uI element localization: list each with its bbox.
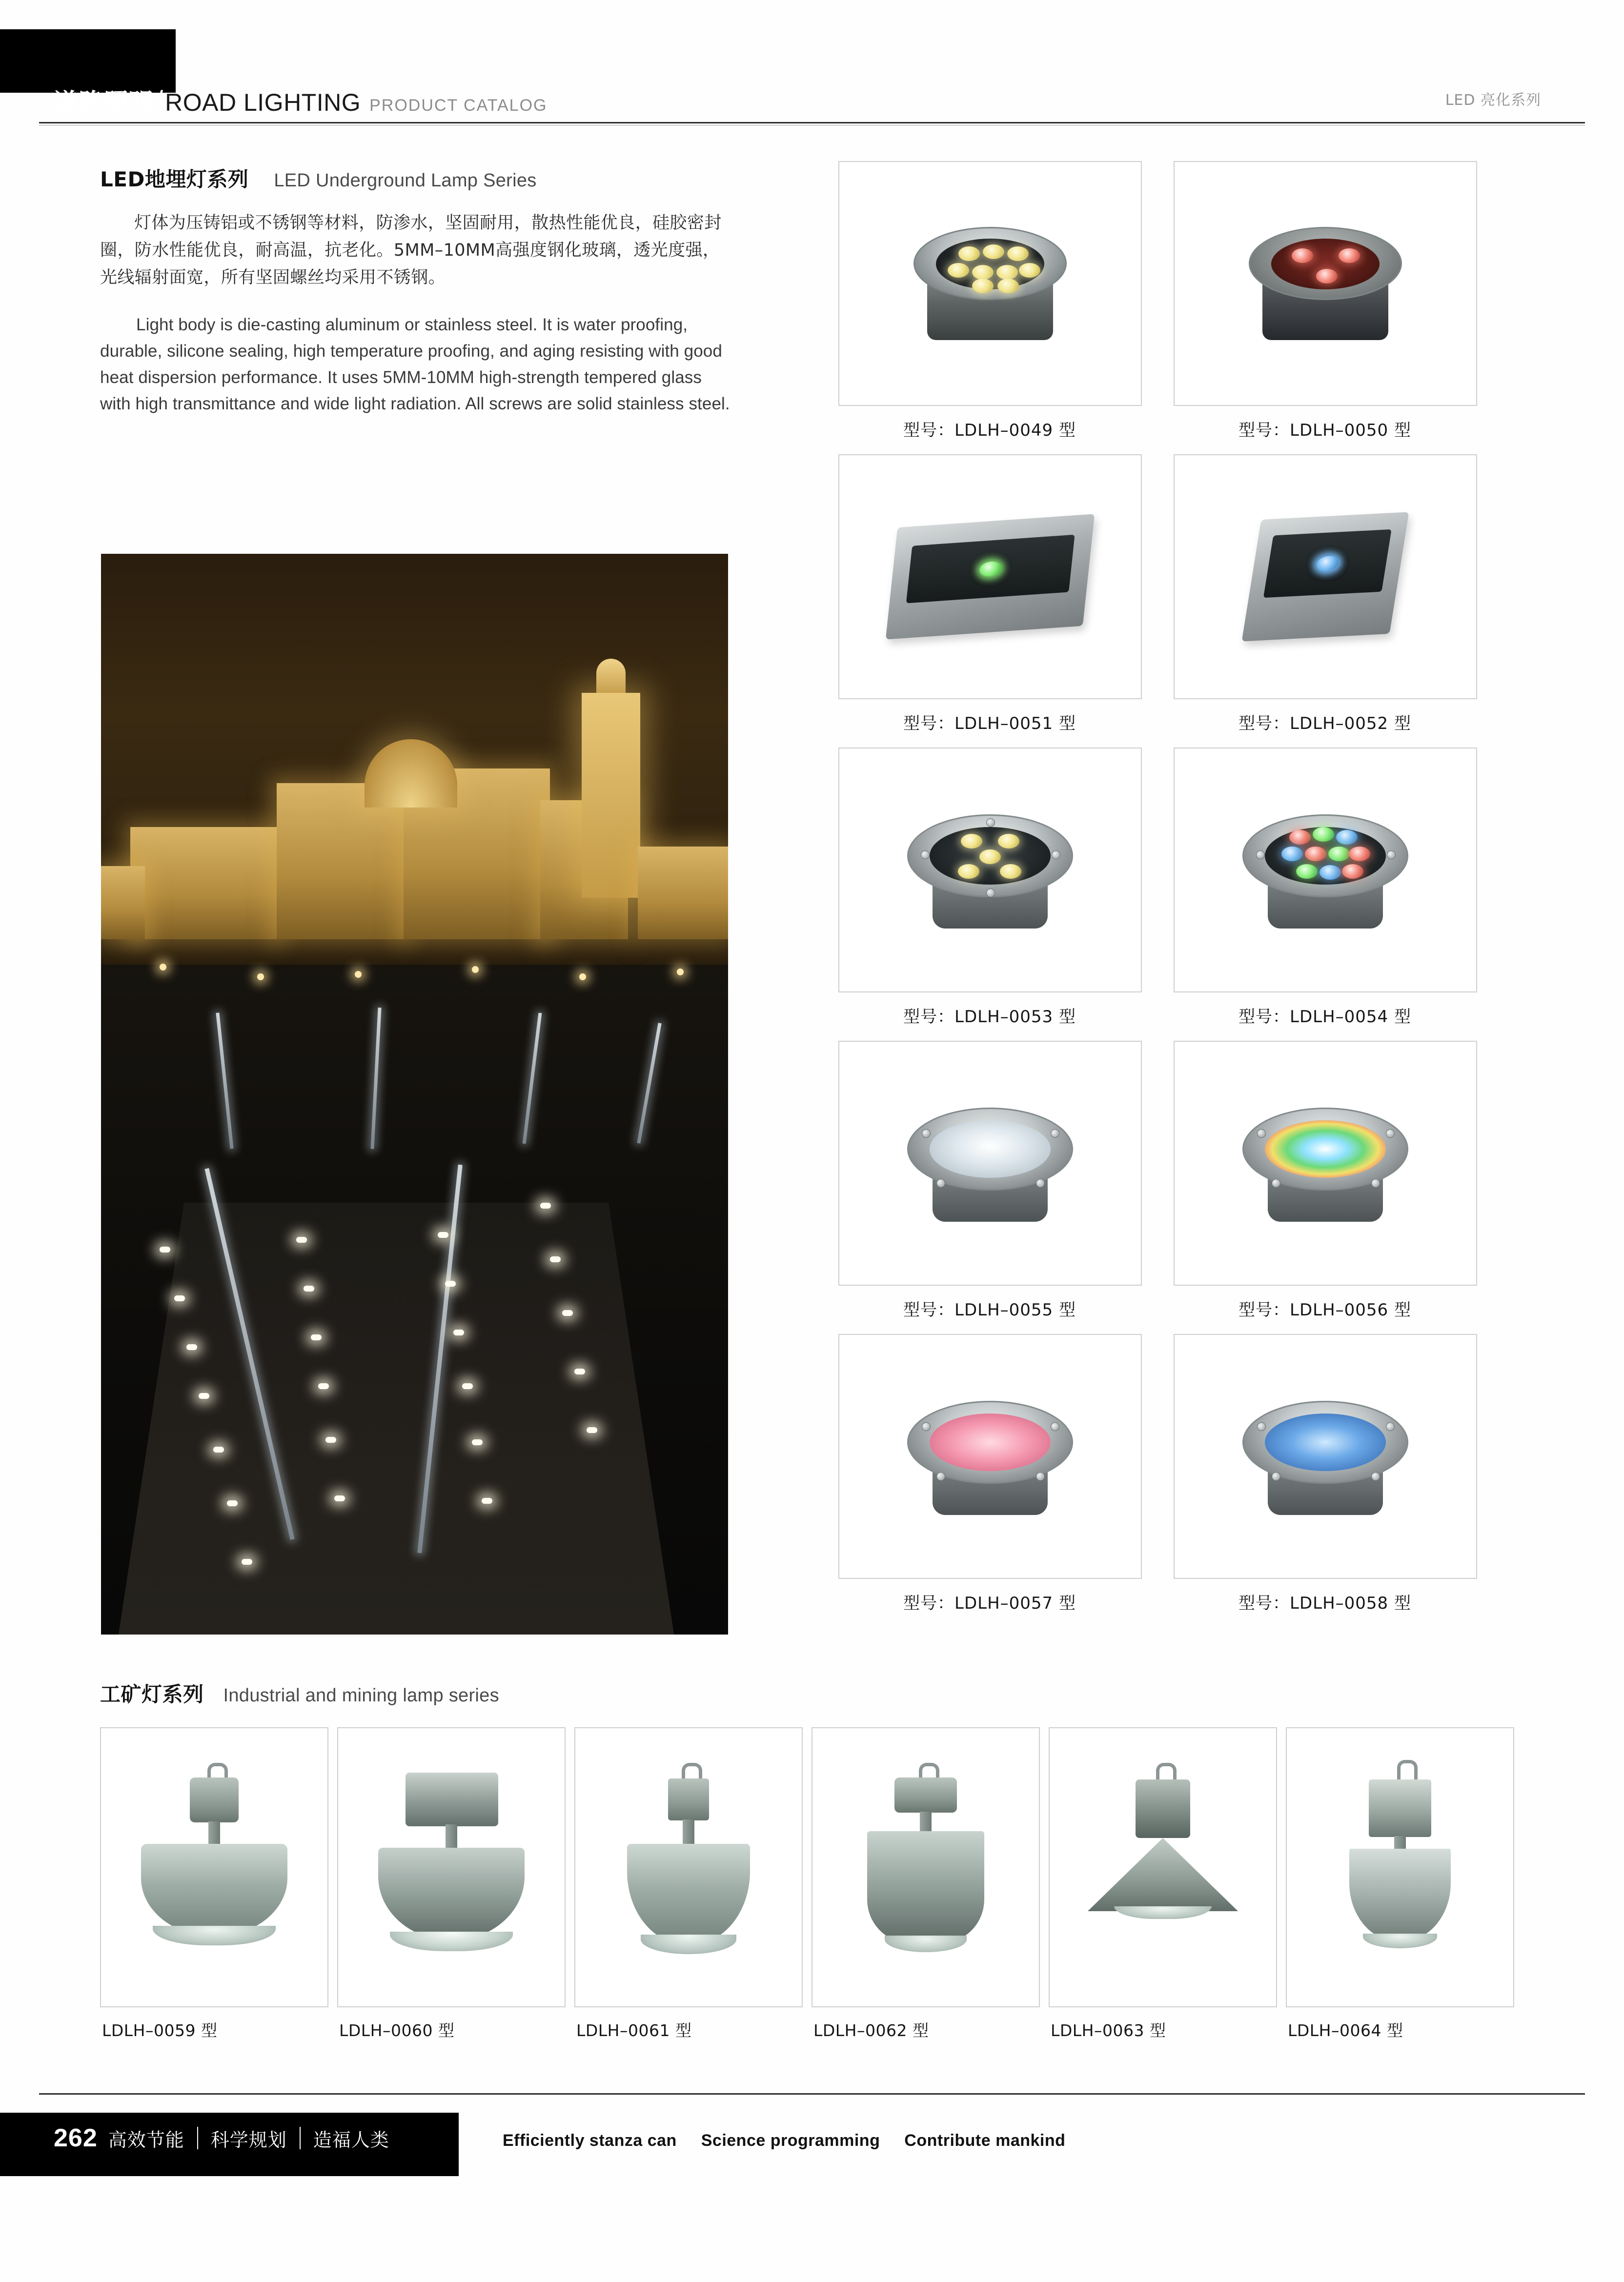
lamp-glass bbox=[930, 1120, 1051, 1178]
product-caption: LDLH–0061 型 bbox=[576, 2021, 692, 2040]
rect-lamp-art bbox=[886, 514, 1095, 639]
product-cell[interactable] bbox=[1174, 454, 1476, 747]
screw bbox=[1257, 1422, 1266, 1431]
screw bbox=[1036, 1179, 1045, 1188]
product-cell[interactable] bbox=[838, 161, 1141, 454]
product-image-ldlh-0058 bbox=[1174, 1334, 1477, 1579]
product-caption: 型号：LDLH–0054 型 bbox=[1238, 1007, 1411, 1027]
lamp-lens bbox=[1363, 1934, 1437, 1948]
product-cell[interactable] bbox=[838, 1041, 1141, 1334]
footer-divider bbox=[197, 2127, 198, 2149]
led-dot bbox=[983, 244, 1004, 259]
lamp-glass bbox=[1263, 529, 1392, 598]
industrial-lamp-grid bbox=[100, 1727, 1530, 2041]
lamp-gear-box bbox=[1136, 1779, 1190, 1838]
product-image-ldlh-0059 bbox=[100, 1727, 328, 2007]
led-dot bbox=[1289, 830, 1311, 845]
section-title-cn: LED地埋灯系列 bbox=[100, 167, 249, 191]
screw bbox=[1386, 1422, 1395, 1431]
photo-street-light bbox=[257, 973, 264, 980]
photo-step-light bbox=[213, 1447, 224, 1453]
disc-lamp-art bbox=[1242, 1388, 1408, 1525]
led-dot bbox=[1281, 847, 1303, 861]
lamp-stem bbox=[1394, 1836, 1406, 1849]
photo-step-light bbox=[462, 1383, 473, 1389]
photo-step-light bbox=[318, 1383, 329, 1389]
lamp-lens bbox=[390, 1932, 513, 1951]
photo-step-light bbox=[311, 1334, 322, 1340]
led-dot bbox=[961, 834, 982, 848]
photo-step-light bbox=[453, 1330, 464, 1335]
photo-step-light bbox=[242, 1559, 252, 1565]
industrial-section-title bbox=[100, 1678, 499, 1708]
footer-slogan-cn-2: 科学规划 bbox=[210, 2129, 287, 2151]
led-dot bbox=[979, 849, 1001, 864]
lamp-shade bbox=[1349, 1849, 1451, 1941]
industrial-product-cell[interactable] bbox=[812, 1727, 1039, 2041]
led-dot bbox=[1342, 864, 1363, 879]
lamp-lens bbox=[153, 1926, 276, 1945]
screw bbox=[1386, 1129, 1395, 1138]
photo-step-light bbox=[160, 1247, 170, 1252]
screw bbox=[1036, 1472, 1045, 1481]
led-dot bbox=[997, 279, 1019, 293]
photo-step-light bbox=[574, 1369, 585, 1374]
lamp-glass bbox=[1265, 1120, 1386, 1178]
led-dot bbox=[1349, 847, 1370, 861]
photo-step-light bbox=[334, 1495, 345, 1501]
product-cell[interactable] bbox=[1174, 747, 1476, 1041]
photo-street-light bbox=[472, 966, 479, 973]
lamp-stem bbox=[683, 1819, 694, 1846]
photo-step-light bbox=[186, 1344, 197, 1350]
screw bbox=[921, 850, 930, 859]
description-paragraph-en: Light body is die-casting aluminum or stainless steel. It is water proofing, durable, silicone sealing, high temperature proofing, and aging resisting with good heat dispersion performance. It uses 5MM-10MM high-strength tempered glass with high transmittance and wide light radiation. All screws are solid stainless steel. bbox=[100, 315, 730, 413]
lamp-gear-box bbox=[406, 1773, 498, 1826]
lamp-shade bbox=[867, 1831, 984, 1943]
product-image-ldlh-0054 bbox=[1174, 747, 1477, 992]
led-dot bbox=[972, 279, 994, 293]
product-caption: 型号：LDLH–0055 型 bbox=[903, 1300, 1076, 1320]
product-cell[interactable] bbox=[1174, 1334, 1476, 1627]
product-caption: 型号：LDLH–0057 型 bbox=[903, 1594, 1076, 1613]
lamp-gear-box bbox=[668, 1778, 709, 1820]
highbay-lamp-art bbox=[1322, 1760, 1478, 1975]
screw bbox=[1371, 1472, 1380, 1481]
product-row bbox=[838, 161, 1478, 454]
header-rule-thick bbox=[39, 122, 1585, 123]
product-image-ldlh-0050 bbox=[1174, 161, 1477, 406]
screw bbox=[1051, 1422, 1059, 1431]
product-caption: 型号：LDLH–0049 型 bbox=[903, 421, 1076, 440]
product-caption: 型号：LDLH–0052 型 bbox=[1238, 714, 1411, 733]
screw bbox=[1371, 1179, 1380, 1188]
lamp-glass bbox=[930, 1414, 1051, 1471]
photo-step-light bbox=[227, 1500, 238, 1506]
photo-step-light bbox=[304, 1286, 314, 1292]
screw bbox=[936, 1472, 945, 1481]
led-dot bbox=[979, 561, 1002, 577]
product-cell[interactable] bbox=[838, 747, 1141, 1041]
product-caption: LDLH–0064 型 bbox=[1288, 2021, 1403, 2040]
footer-slogan-en-group bbox=[503, 2131, 1085, 2150]
application-photo-night-stairs bbox=[101, 554, 728, 1635]
screw bbox=[1052, 850, 1060, 859]
photo-step-light bbox=[472, 1439, 483, 1445]
product-image-ldlh-0055 bbox=[838, 1041, 1142, 1286]
product-caption: 型号：LDLH–0056 型 bbox=[1238, 1300, 1411, 1320]
product-image-ldlh-0064 bbox=[1286, 1727, 1514, 2007]
product-row bbox=[838, 1334, 1478, 1627]
industrial-product-cell[interactable] bbox=[1286, 1727, 1513, 2041]
footer-slogan-cn-3: 造福人类 bbox=[313, 2129, 389, 2151]
photo-street-light bbox=[579, 973, 586, 980]
underground-lamp-art bbox=[910, 210, 1071, 357]
screw bbox=[1257, 1129, 1266, 1138]
product-caption: 型号：LDLH–0058 型 bbox=[1238, 1594, 1411, 1613]
lamp-gear-box bbox=[190, 1777, 239, 1822]
square-lamp-art bbox=[1242, 512, 1409, 641]
disc-lamp-art bbox=[907, 802, 1073, 938]
photo-step-light bbox=[325, 1437, 336, 1443]
photo-step-light bbox=[562, 1310, 573, 1316]
lamp-lens bbox=[1114, 1906, 1212, 1919]
photo-staircase bbox=[103, 1203, 690, 1635]
left-text-column bbox=[100, 163, 739, 434]
disc-lamp-art bbox=[1242, 802, 1408, 938]
footer-slogan-cn-1: 高效节能 bbox=[108, 2129, 184, 2151]
photo-step-light bbox=[482, 1498, 492, 1504]
header-subtitle-en: PRODUCT CATALOG bbox=[369, 96, 548, 115]
led-dot bbox=[998, 834, 1019, 848]
product-row bbox=[838, 454, 1478, 747]
industrial-title-cn: 工矿灯系列 bbox=[100, 1682, 204, 1706]
product-image-ldlh-0053 bbox=[838, 747, 1142, 992]
header-title-en: ROAD LIGHTING bbox=[165, 89, 361, 116]
product-cell[interactable] bbox=[838, 1334, 1141, 1627]
led-dot bbox=[1313, 827, 1334, 842]
photo-street-light bbox=[355, 971, 362, 978]
section-title bbox=[100, 163, 739, 193]
led-dot bbox=[948, 263, 969, 278]
product-caption: 型号：LDLH–0051 型 bbox=[903, 714, 1076, 733]
highbay-lamp-art bbox=[373, 1760, 529, 1975]
underground-lamp-art bbox=[1245, 210, 1406, 357]
led-dot bbox=[1336, 830, 1358, 845]
disc-lamp-art bbox=[1242, 1095, 1408, 1232]
screw bbox=[1272, 1472, 1280, 1481]
led-dot bbox=[1316, 269, 1338, 283]
disc-lamp-art bbox=[907, 1388, 1073, 1525]
photo-step-light bbox=[438, 1232, 448, 1238]
industrial-product-cell[interactable] bbox=[100, 1727, 327, 2041]
led-dot bbox=[958, 864, 979, 879]
photo-building bbox=[101, 866, 145, 939]
lamp-stem bbox=[446, 1824, 457, 1851]
header-title-cn: 道路照明 bbox=[54, 88, 153, 117]
industrial-title-en: Industrial and mining lamp series bbox=[223, 1685, 499, 1706]
product-image-ldlh-0049 bbox=[838, 161, 1142, 406]
led-dot bbox=[972, 265, 994, 280]
photo-step-light bbox=[540, 1203, 551, 1209]
lamp-glass bbox=[1265, 1414, 1386, 1471]
led-dot bbox=[996, 265, 1018, 280]
footer-slogan-en-2: Science programming bbox=[701, 2131, 880, 2150]
product-caption: 型号：LDLH–0050 型 bbox=[1238, 421, 1411, 440]
disc-lamp-art bbox=[907, 1095, 1073, 1232]
header-title-group bbox=[54, 83, 547, 118]
product-image-ldlh-0057 bbox=[838, 1334, 1142, 1579]
photo-building bbox=[638, 847, 728, 939]
photo-step-light bbox=[587, 1427, 597, 1433]
underground-lamp-grid bbox=[838, 161, 1478, 1627]
industrial-product-cell[interactable] bbox=[337, 1727, 565, 2041]
product-image-ldlh-0060 bbox=[337, 1727, 566, 2007]
product-image-ldlh-0052 bbox=[1174, 454, 1477, 699]
product-cell[interactable] bbox=[1174, 1041, 1476, 1334]
lamp-shade bbox=[1088, 1838, 1238, 1911]
photo-step-light bbox=[174, 1295, 185, 1301]
lamp-shade bbox=[378, 1848, 525, 1940]
footer-slogan-en-3: Contribute mankind bbox=[904, 2131, 1066, 2150]
product-image-ldlh-0056 bbox=[1174, 1041, 1477, 1286]
photo-step-light bbox=[296, 1237, 307, 1243]
led-dot bbox=[1320, 865, 1341, 880]
screw bbox=[986, 889, 995, 897]
lamp-shade bbox=[627, 1844, 750, 1944]
product-cell[interactable] bbox=[838, 454, 1141, 747]
product-row bbox=[838, 747, 1478, 1041]
screw bbox=[1387, 850, 1396, 859]
photo-step-light bbox=[199, 1393, 209, 1399]
footer-rule bbox=[39, 2093, 1585, 2095]
footer-slogan-en-1: Efficiently stanza can bbox=[503, 2131, 677, 2150]
led-dot bbox=[1007, 246, 1029, 261]
product-image-ldlh-0063 bbox=[1049, 1727, 1277, 2007]
led-dot bbox=[1019, 263, 1040, 278]
product-cell[interactable] bbox=[1174, 161, 1476, 454]
led-dot bbox=[958, 246, 980, 261]
led-dot bbox=[1296, 864, 1318, 879]
footer-left-group bbox=[54, 2123, 389, 2153]
page-number: 262 bbox=[54, 2124, 98, 2152]
section-title-en: LED Underground Lamp Series bbox=[274, 170, 537, 191]
screw bbox=[922, 1422, 931, 1431]
industrial-product-cell[interactable] bbox=[1049, 1727, 1276, 2041]
photo-clock-tower bbox=[582, 693, 640, 898]
lamp-hook bbox=[1397, 1760, 1418, 1780]
led-dot bbox=[1339, 248, 1360, 263]
highbay-lamp-art bbox=[848, 1760, 1004, 1975]
lamp-gear-box bbox=[1369, 1779, 1431, 1837]
led-dot bbox=[1000, 864, 1021, 879]
highbay-lamp-art bbox=[136, 1760, 292, 1975]
highbay-lamp-art bbox=[1085, 1760, 1241, 1975]
lamp-lens bbox=[885, 1936, 967, 1952]
photo-street-light bbox=[677, 969, 684, 975]
product-caption: LDLH–0059 型 bbox=[102, 2021, 218, 2040]
footer-divider bbox=[300, 2127, 301, 2149]
highbay-lamp-art bbox=[610, 1760, 767, 1975]
led-dot bbox=[1316, 556, 1340, 571]
product-caption: 型号：LDLH–0053 型 bbox=[903, 1007, 1076, 1027]
header-series-label: LED 亮化系列 bbox=[1445, 92, 1541, 109]
product-caption: LDLH–0060 型 bbox=[339, 2021, 455, 2040]
product-image-ldlh-0062 bbox=[812, 1727, 1040, 2007]
screw bbox=[1051, 1129, 1059, 1138]
product-image-ldlh-0051 bbox=[838, 454, 1142, 699]
led-dot bbox=[1328, 847, 1350, 861]
photo-step-light bbox=[445, 1281, 456, 1287]
product-caption: LDLH–0063 型 bbox=[1051, 2021, 1166, 2040]
screw bbox=[922, 1129, 931, 1138]
screw bbox=[936, 1179, 945, 1188]
lamp-gear-box bbox=[894, 1777, 957, 1813]
product-image-ldlh-0061 bbox=[574, 1727, 803, 2007]
lamp-glass bbox=[906, 535, 1075, 604]
lamp-stem bbox=[920, 1812, 932, 1831]
description-paragraph-cn: 灯体为压铸铝或不锈钢等材料，防渗水，坚固耐用，散热性能优良，硅胶密封圈，防水性能优良，耐高温，抗老化。5MM–10MM高强度钢化玻璃，透光度强，光线辐射面宽，所有坚固螺丝均采用不锈钢。 bbox=[100, 213, 722, 287]
photo-street-light bbox=[160, 964, 166, 970]
led-dot bbox=[1305, 847, 1326, 861]
page-header bbox=[0, 29, 1624, 122]
screw bbox=[1256, 850, 1265, 859]
photo-building bbox=[130, 827, 277, 939]
product-caption: LDLH–0062 型 bbox=[813, 2021, 929, 2040]
photo-step-light bbox=[550, 1256, 561, 1262]
screw bbox=[986, 818, 995, 827]
screw bbox=[1272, 1179, 1280, 1188]
product-row bbox=[838, 1041, 1478, 1334]
lamp-shade bbox=[141, 1844, 287, 1937]
header-slash: / bbox=[155, 85, 163, 117]
led-dot bbox=[1292, 248, 1313, 263]
lamp-lens bbox=[641, 1935, 736, 1954]
industrial-product-cell[interactable] bbox=[574, 1727, 802, 2041]
